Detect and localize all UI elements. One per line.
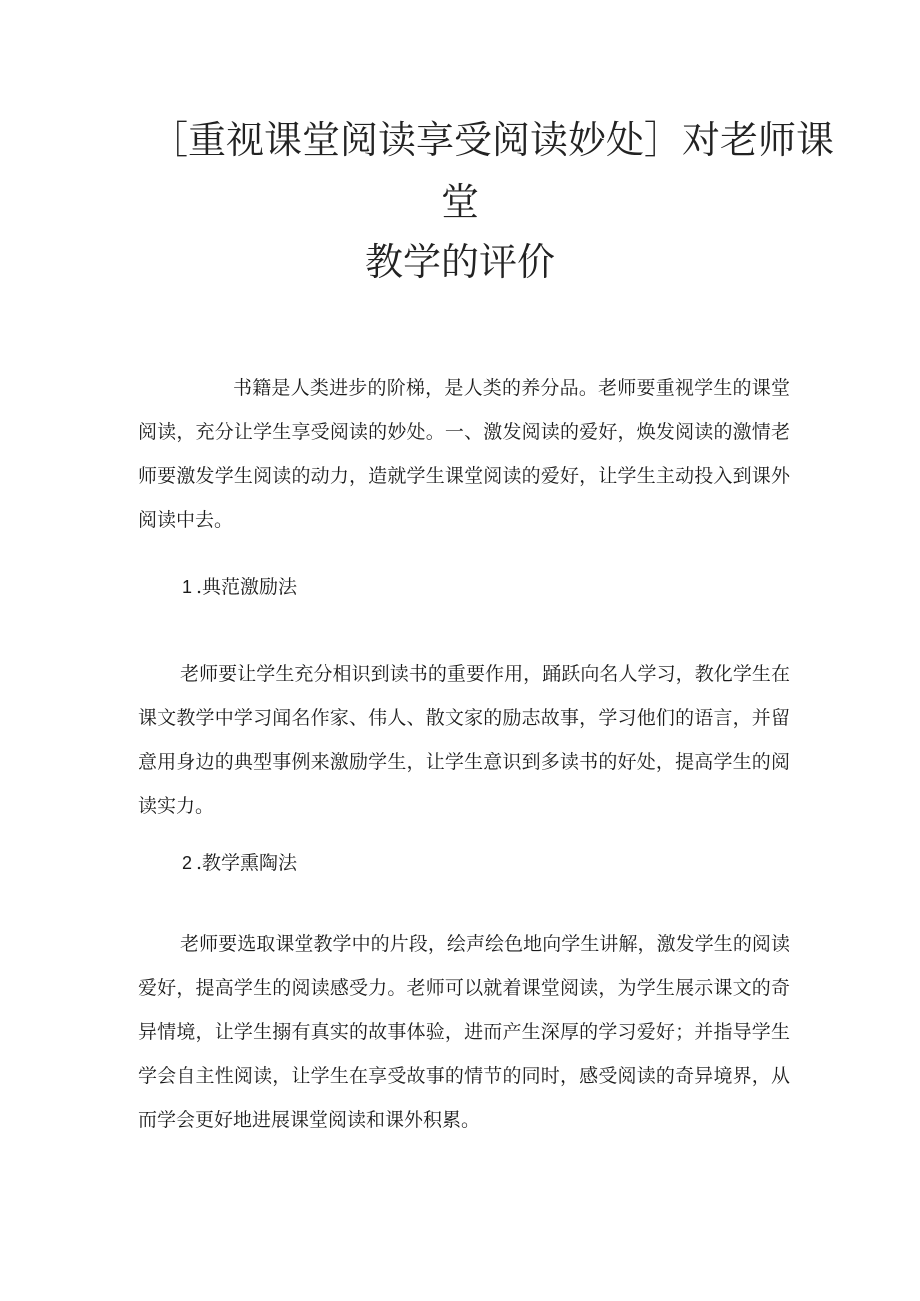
title-line-3: 教学的评价	[364, 240, 555, 284]
section-heading-text-1: .典范激励法	[196, 576, 298, 598]
section-number-2: 2	[182, 853, 193, 873]
section-heading-2	[182, 848, 297, 878]
section-body-1: 老师要让学生充分相识到读书的重要作用，踊跃向名人学习，教化学生在课文教学中学习闻名作家、伟人、散文家的励志故事，学习他们的语言，并留意用身边的典型事例来激励学生，让学生意识到多读书的好处，提高学生的阅读实力。	[138, 663, 790, 817]
section-heading-text-2: .教学熏陶法	[196, 852, 298, 874]
intro-paragraph: 书籍是人类进步的阶梯，是人类的养分品。老师要重视学生的课堂阅读，充分让学生享受阅读的妙处。一、激发阅读的爱好，焕发阅读的激情老师要激发学生阅读的动力，造就学生课堂阅读的爱好，让学生主动投入到课外阅读中去。	[138, 377, 790, 531]
section-number-1: 1	[182, 577, 193, 597]
title-line-1: ［重视课堂阅读享受阅读妙处］对老师课	[150, 118, 835, 162]
section-heading-1	[182, 572, 297, 602]
title-line-2: 堂	[440, 180, 479, 224]
section-body-2: 老师要选取课堂教学中的片段，绘声绘色地向学生讲解，激发学生的阅读爱好，提高学生的阅读感受力。老师可以就着课堂阅读，为学生展示课文的奇异情境，让学生搦有真实的故事体验，进而产生深厚的学习爱好；并指导学生学会自主性阅读，让学生在享受故事的情节的同时，感受阅读的奇异境界，从而学会更好地进展课堂阅读和课外积累。	[138, 933, 790, 1131]
